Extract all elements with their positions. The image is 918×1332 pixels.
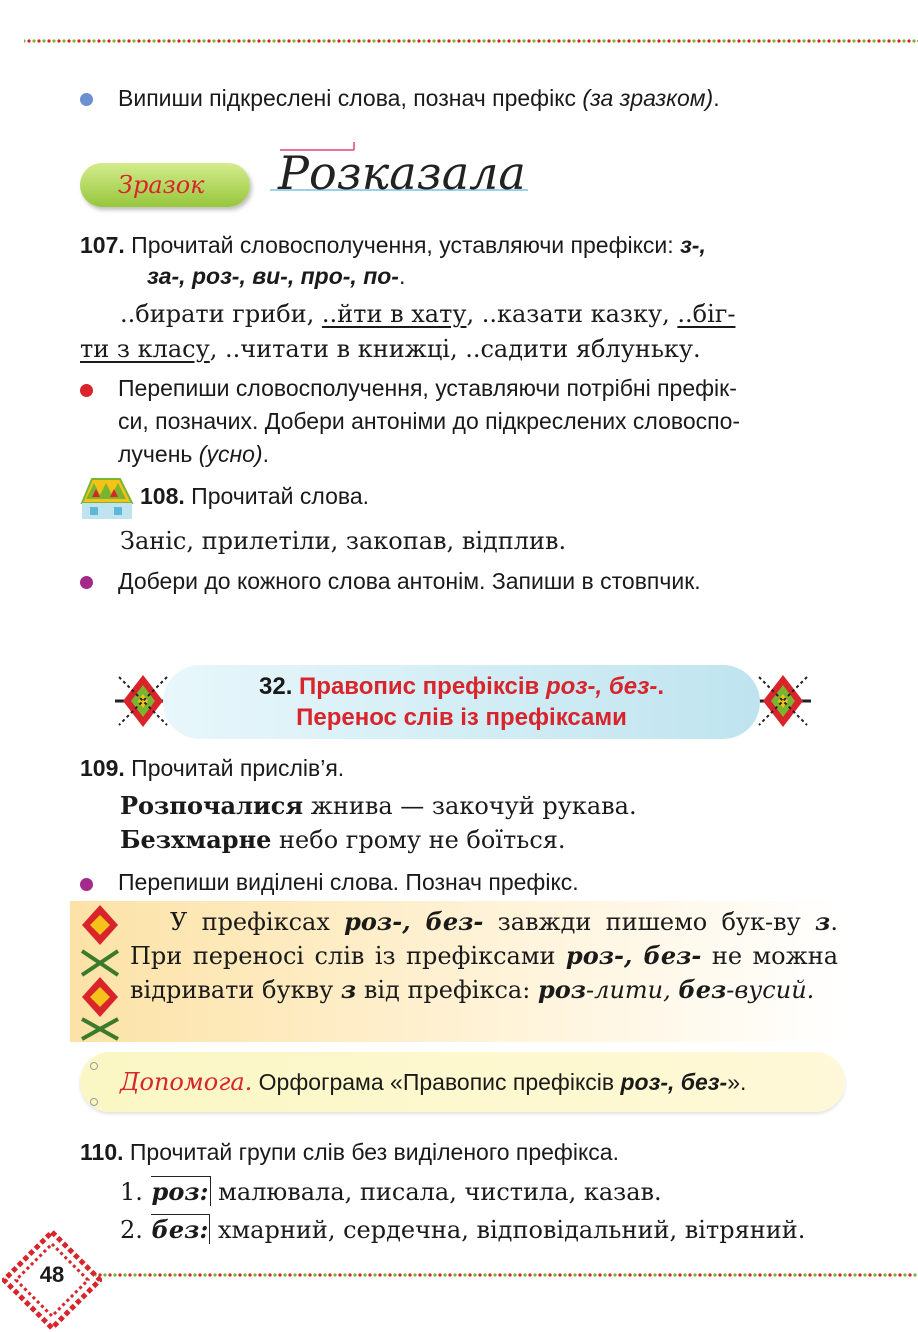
rule-part: . При переносі слів із префіксами (130, 908, 838, 970)
proverb-2 (120, 822, 566, 858)
sample-label (80, 163, 250, 207)
rule-example: -лити, (586, 976, 679, 1004)
ring-icon (90, 1062, 98, 1070)
ex107-underlined-fragment: ти з класу (80, 335, 210, 363)
ornament-vertical-icon (78, 903, 122, 1041)
ex110-text: Прочитай групи слів без виділеного префікса. (129, 1139, 619, 1165)
section-title (163, 665, 760, 739)
task-intro-text: Випиши підкреслені слова, познач префікс (118, 85, 583, 111)
ex110-heading (80, 1136, 619, 1169)
ex108-task: Добери до кожного слова антонім. Запиши в стовпчик. (118, 568, 701, 594)
ex107-line-1 (120, 296, 848, 332)
ex109-heading (80, 752, 344, 785)
handwriting-sample (270, 132, 535, 224)
ex107-task-italic: (усно) (198, 441, 263, 467)
ex107-task-line: Перепиши словосполучення, уставляючи потрібні префік- (118, 375, 737, 401)
ex108-text: Прочитай слова. (191, 483, 370, 509)
page-number: 48 (39, 1262, 65, 1287)
help-prefixes: роз-, без- (620, 1069, 728, 1095)
ex107-text: Прочитай словосполучення, уставляючи префікси: (131, 232, 681, 258)
rule-example-prefix: роз (537, 975, 587, 1004)
ex107-fragment: ..бирати гриби, (120, 300, 322, 328)
ex110-words: малювала, писала, чистила, казав. (210, 1178, 662, 1206)
rule-letter: з (340, 975, 357, 1004)
ex107-line-2 (80, 331, 850, 367)
rule-prefixes: роз-, без- (565, 941, 702, 970)
ex107-task (118, 372, 848, 471)
ex109-task: Перепиши виділені слова. Познач префікс. (118, 869, 579, 895)
ring-icon (90, 1098, 98, 1106)
ex110-line-1 (120, 1174, 662, 1210)
bottom-ornament-border (95, 1272, 918, 1278)
ex108-words: Заніс, прилетіли, закопав, відплив. (120, 527, 567, 555)
help-end: ». (727, 1069, 747, 1095)
rule-part: від префікса: (356, 976, 538, 1004)
ex110-number: 110. (80, 1139, 124, 1165)
rule-part: не можна відривати букву (130, 942, 838, 1004)
help-line (120, 1066, 746, 1099)
rule-example-prefix: без (678, 975, 727, 1004)
ex107-underlined-fragment: ..біг- (677, 300, 736, 328)
ex107-prefix-list: за-, роз-, ви-, про-, по- (147, 263, 399, 289)
sample-word: Розказала (278, 146, 526, 200)
ex108-heading (140, 480, 369, 513)
proverb-2-bold: Безхмарне (120, 825, 272, 854)
section-title-end: . (657, 673, 664, 700)
section-title-prefixes: роз-, без- (545, 673, 658, 700)
ex109-number: 109. (80, 755, 125, 781)
task-intro (118, 82, 720, 115)
top-ornament-border (24, 38, 918, 44)
ex107-underlined-fragment: ..йти в хату (321, 300, 467, 328)
help-label: Допомога. (120, 1068, 253, 1096)
bullet-icon (80, 576, 93, 589)
ex110-words: хмарний, сердечна, відповідальний, вітряний. (210, 1216, 806, 1244)
proverb-1-bold: Розпочалися (120, 791, 304, 820)
task-intro-italic: (за зразком) (582, 85, 714, 111)
bullet-icon (80, 878, 93, 891)
ex107-task-line: си, позначих. Добери антоніми до підкреслених словоспо- (118, 408, 741, 434)
ex107-number: 107. (80, 232, 125, 258)
proverb-1 (120, 788, 637, 824)
section-title-line-1: Правопис префіксів (299, 673, 546, 700)
rule-prefixes: роз-, без- (344, 907, 484, 936)
task-intro-end: . (713, 85, 720, 111)
ex107-fragment: , ..читати в книжці, ..садити яблуньку. (209, 335, 701, 363)
bullet-icon (80, 384, 93, 397)
ex108-number: 108. (140, 483, 185, 509)
sample-label-text: Зразок (118, 171, 205, 199)
rule-part: завжди пишемо бук-ву (483, 908, 816, 936)
help-text: Орфограма «Правопис префіксів (258, 1069, 621, 1095)
ex110-line-2 (120, 1212, 805, 1248)
bullet-icon (80, 93, 93, 106)
ex110-item-number: 1. (120, 1178, 143, 1206)
proverb-2-rest: небо грому не боїться. (271, 826, 566, 854)
ornament-right-icon (752, 670, 814, 732)
ex107-prefixes (147, 260, 405, 293)
rule-example: -вусий. (726, 976, 815, 1004)
ex110-prefix: без: (151, 1215, 209, 1244)
rule-letter: з (815, 907, 831, 936)
ex107-task-line: лучень (118, 441, 199, 467)
proverb-1-rest: жнива — закочуй рукава. (303, 792, 637, 820)
rule-part: У префіксах (170, 908, 345, 936)
ex107-prefix-end: . (398, 263, 406, 289)
ex107-fragment: , ..казати казку, (466, 300, 678, 328)
ex107-prefix-1: з-, (680, 232, 706, 258)
section-title-line-2: Перенос слів із префіксами (296, 704, 627, 731)
ex109-text: Прочитай прислів’я. (131, 755, 345, 781)
ex110-item-number: 2. (120, 1216, 143, 1244)
ex107-heading (80, 229, 845, 262)
ex107-task-end: . (262, 441, 269, 467)
house-icon (74, 475, 138, 521)
rule-text (130, 905, 838, 1007)
ex110-prefix: роз: (151, 1177, 209, 1206)
section-number: 32. (259, 673, 293, 700)
